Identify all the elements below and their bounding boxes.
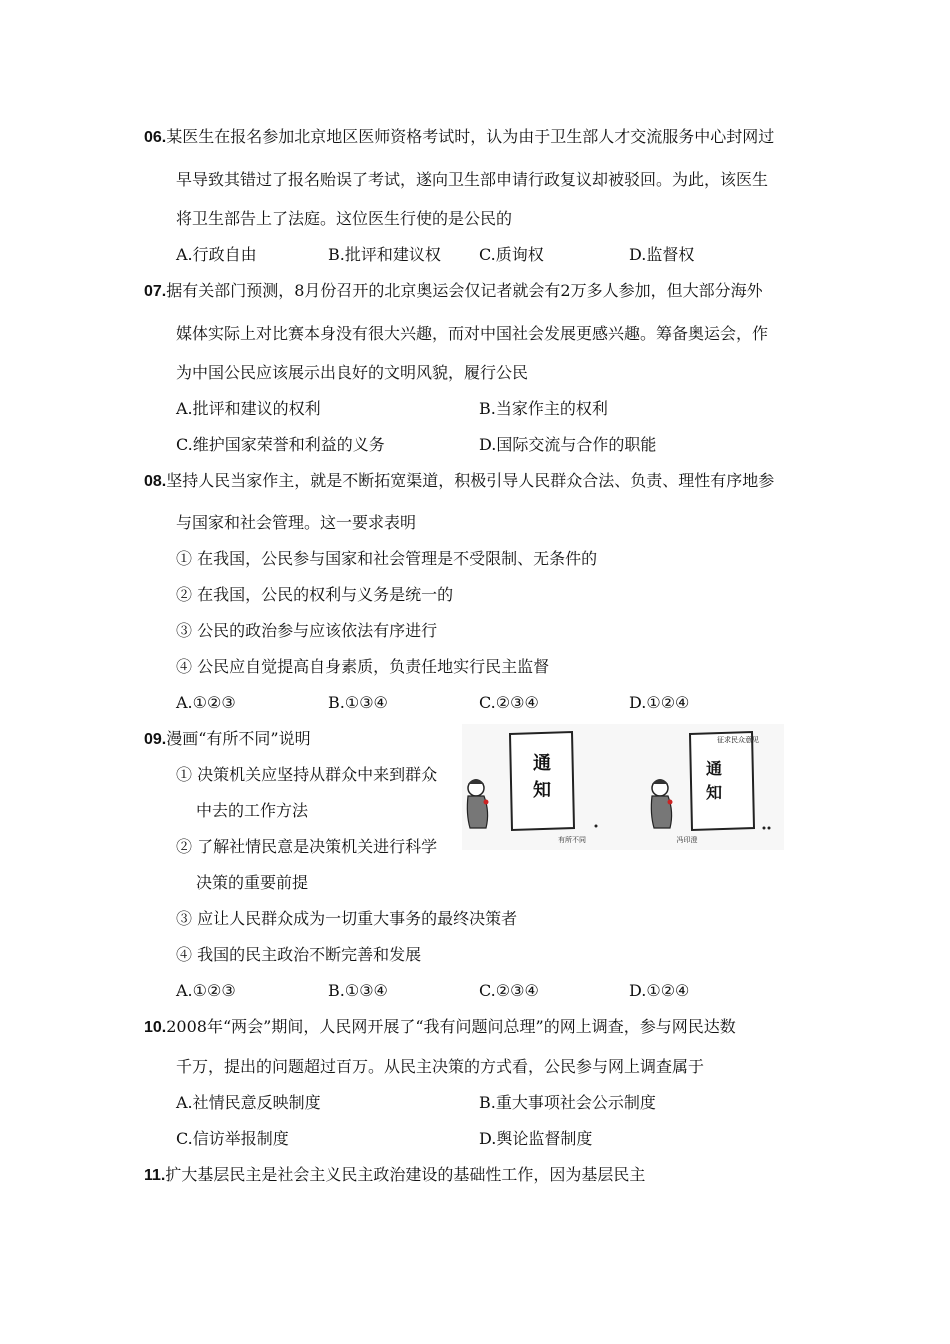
question-07-stem-line-2: 媒体实际上对比赛本身没有很大兴趣，而对中国社会发展更感兴趣。筹备奥运会，作 bbox=[176, 324, 769, 343]
cartoon-caption-left: 有所不同 bbox=[558, 836, 586, 844]
right-notice-sign bbox=[690, 732, 759, 830]
question-11-stem-line-1: 11.扩大基层民主是社会主义民主政治建设的基础性工作，因为基层民主 bbox=[144, 1165, 646, 1184]
question-07-option-b: B.当家作主的权利 bbox=[479, 399, 608, 418]
question-07-stem-line-3: 为中国公民应该展示出良好的文明风貌，履行公民 bbox=[176, 363, 529, 382]
question-06-option-a: A.行政自由 bbox=[176, 245, 257, 264]
question-09-item-2: ② 了解社情民意是决策机关进行科学 bbox=[176, 837, 438, 856]
question-number: 08. bbox=[144, 473, 167, 490]
question-08-item-1: ① 在我国，公民参与国家和社会管理是不受限制、无条件的 bbox=[176, 549, 598, 568]
question-08-stem-line-1: 08.坚持人民当家作主，就是不断拓宽渠道，积极引导人民群众合法、负责、理性有序地参 bbox=[144, 471, 775, 490]
question-06-option-d: D.监督权 bbox=[629, 245, 695, 264]
question-10-stem-line-2: 千万，提出的问题超过百万。从民主决策的方式看，公民参与网上调查属于 bbox=[176, 1057, 705, 1076]
left-notice-sign bbox=[510, 732, 574, 830]
question-06-stem-line-1: 06.某医生在报名参加北京地区医师资格考试时，认为由于卫生部人才交流服务中心封网过 bbox=[144, 127, 775, 146]
question-09-option-a: A.①②③ bbox=[176, 981, 236, 1000]
question-09-item-1: ① 决策机关应坚持从群众中来到群众 bbox=[176, 765, 438, 784]
question-09-item-4: ④ 我国的民主政治不断完善和发展 bbox=[176, 945, 422, 964]
right-sign-char-1: 通 bbox=[705, 759, 723, 778]
right-sign-header: 征求民众意见 bbox=[717, 736, 759, 744]
question-number: 11. bbox=[144, 1167, 166, 1184]
question-09-item-2-cont: 决策的重要前提 bbox=[196, 873, 309, 892]
question-08-option-a: A.①②③ bbox=[176, 693, 236, 712]
question-08-option-b: B.①③④ bbox=[328, 693, 388, 712]
question-08-item-2: ② 在我国，公民的权利与义务是统一的 bbox=[176, 585, 454, 604]
cartoon-caption-right: 冯印澄 bbox=[676, 836, 698, 844]
question-number: 09. bbox=[144, 731, 167, 748]
question-09-item-3: ③ 应让人民群众成为一切重大事务的最终决策者 bbox=[176, 909, 518, 928]
question-10-option-c: C.信访举报制度 bbox=[176, 1129, 289, 1148]
question-08-option-d: D.①②④ bbox=[629, 693, 690, 712]
question-09-option-b: B.①③④ bbox=[328, 981, 388, 1000]
question-07-option-a: A.批评和建议的权利 bbox=[176, 399, 321, 418]
question-09-option-c: C.②③④ bbox=[479, 981, 539, 1000]
question-07-option-c: C.维护国家荣誉和利益的义务 bbox=[176, 435, 385, 454]
right-sign-char-2: 知 bbox=[705, 783, 723, 802]
question-10-option-b: B.重大事项社会公示制度 bbox=[479, 1093, 656, 1112]
left-sign-char-2: 知 bbox=[533, 780, 551, 801]
question-06-option-b: B.批评和建议权 bbox=[328, 245, 441, 264]
question-08-stem-line-2: 与国家和社会管理。这一要求表明 bbox=[176, 513, 417, 532]
question-08-item-4: ④ 公民应自觉提高自身素质，负责任地实行民主监督 bbox=[176, 657, 550, 676]
question-10-option-d: D.舆论监督制度 bbox=[479, 1129, 593, 1148]
question-number: 07. bbox=[144, 283, 167, 300]
question-06-stem-line-2: 早导致其错过了报名贻误了考试，遂向卫生部申请行政复议却被驳回。为此，该医生 bbox=[176, 170, 769, 189]
question-07-option-d: D.国际交流与合作的职能 bbox=[479, 435, 657, 454]
left-sign-char-1: 通 bbox=[533, 753, 551, 774]
question-number: 06. bbox=[144, 129, 167, 146]
question-09-item-1-cont: 中去的工作方法 bbox=[196, 801, 309, 820]
question-10-option-a: A.社情民意反映制度 bbox=[176, 1093, 321, 1112]
question-06-stem-line-3: 将卫生部告上了法庭。这位医生行使的是公民的 bbox=[176, 209, 513, 228]
question-07-stem-line-1: 07.据有关部门预测，8月份召开的北京奥运会仅记者就会有2万多人参加，但大部分海外 bbox=[144, 281, 763, 300]
question-09-stem-line-1: 09.漫画“有所不同”说明 bbox=[144, 729, 311, 748]
question-09-option-d: D.①②④ bbox=[629, 981, 690, 1000]
question-10-stem-line-1: 10.2008年“两会”期间，人民网开展了“我有问题问总理”的网上调查，参与网民达数 bbox=[144, 1017, 736, 1036]
question-08-option-c: C.②③④ bbox=[479, 693, 539, 712]
question-06-option-c: C.质询权 bbox=[479, 245, 544, 264]
question-number: 10. bbox=[144, 1019, 167, 1036]
question-08-item-3: ③ 公民的政治参与应该依法有序进行 bbox=[176, 621, 438, 640]
cartoon-image bbox=[462, 724, 784, 850]
